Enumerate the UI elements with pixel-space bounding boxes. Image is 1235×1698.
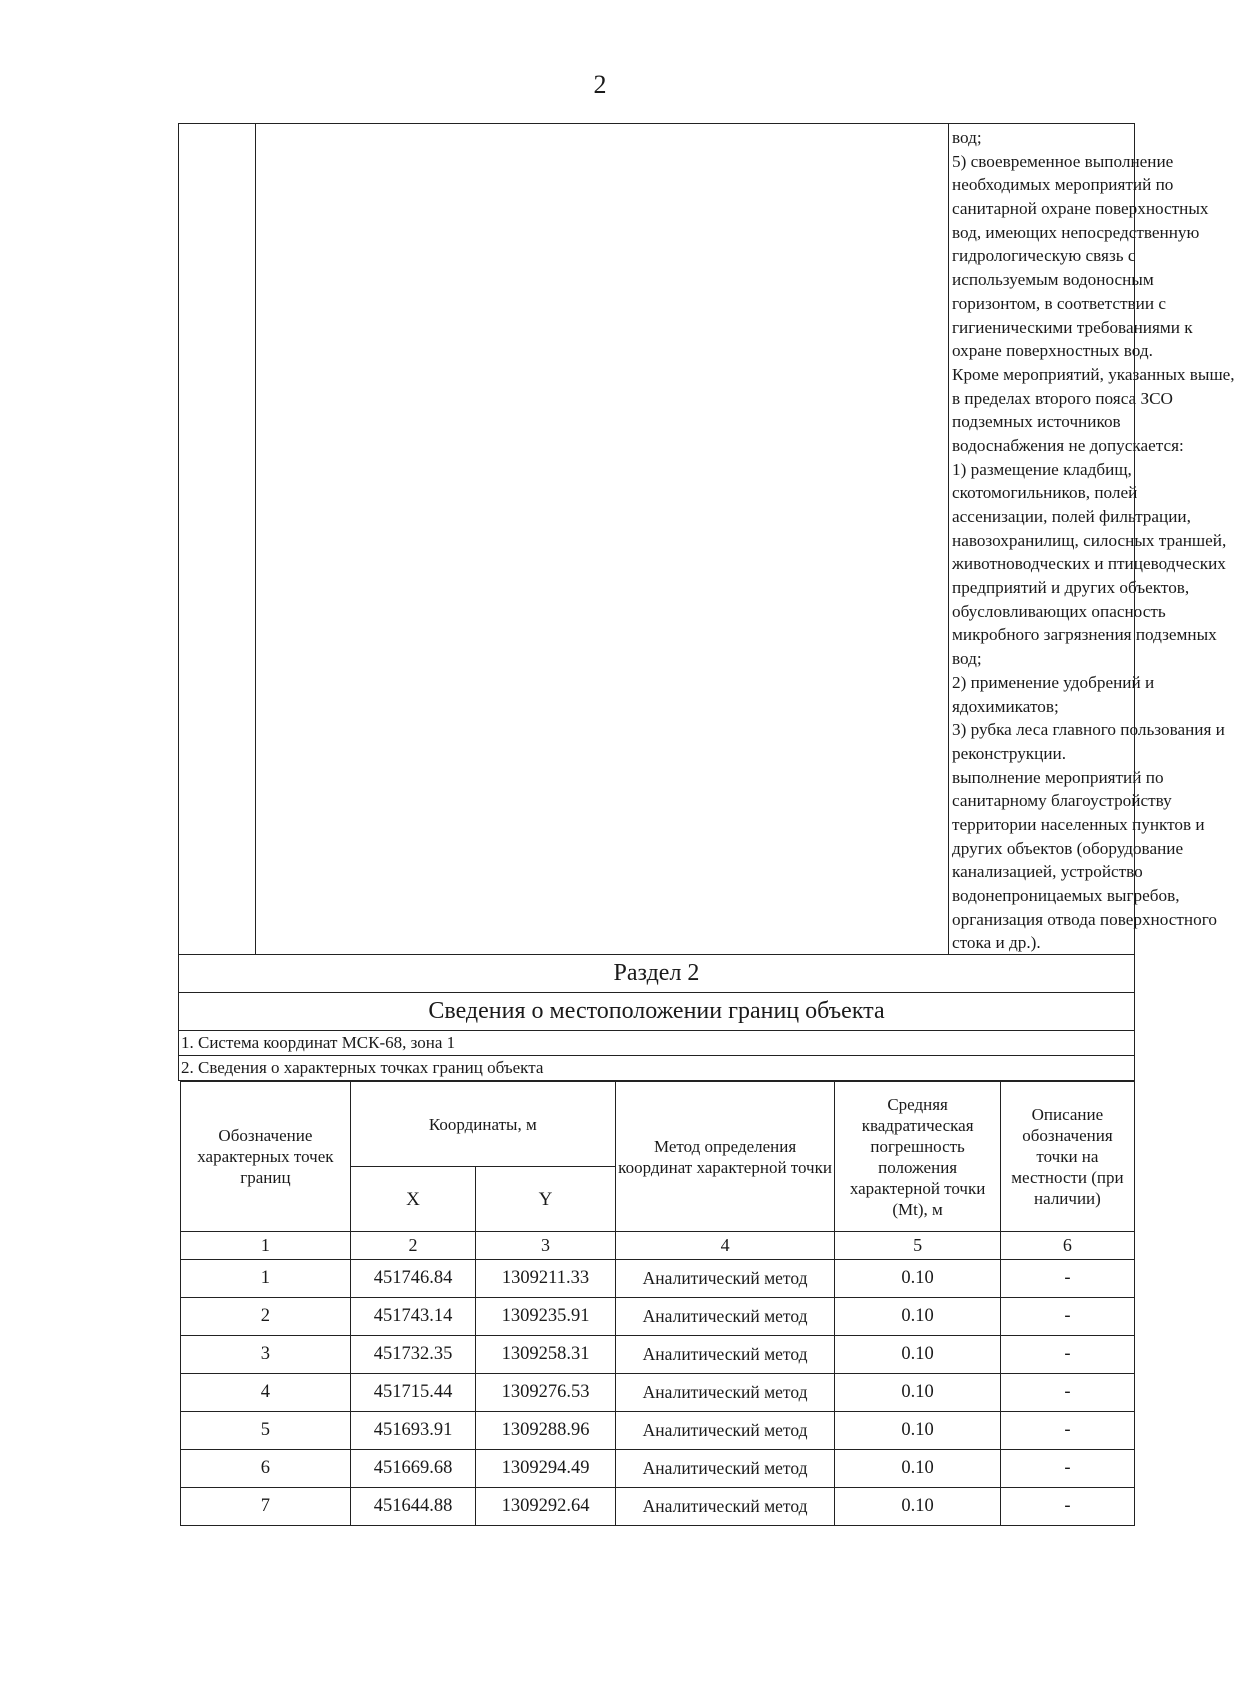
coord-x-cell: 451669.68 — [350, 1450, 475, 1488]
header-method: Метод определения координат характерной точки — [615, 1082, 835, 1232]
boundary-points-table — [180, 1081, 1135, 1526]
requirement-text-line: гигиеническими требованиями к — [952, 317, 1193, 337]
method-cell: Аналитический метод — [615, 1260, 835, 1298]
point-number-cell: 4 — [181, 1374, 351, 1412]
coord-x-cell: 451743.14 — [350, 1298, 475, 1336]
method-cell: Аналитический метод — [615, 1298, 835, 1336]
requirement-text-line: микробного загрязнения подземных — [952, 625, 1217, 645]
requirement-text-line: используемым водоносным — [952, 270, 1154, 290]
requirement-text-line: других объектов (оборудование — [952, 838, 1184, 858]
continuation-col-number — [179, 124, 256, 954]
table-row — [181, 1260, 1135, 1298]
header-y: Y — [476, 1167, 616, 1232]
requirement-text-line: санитарной охране поверхностных — [952, 199, 1209, 219]
section-subtitle: Сведения о местоположении границ объекта — [178, 993, 1135, 1031]
point-number-cell: 7 — [181, 1488, 351, 1526]
requirement-text-line: вод; — [952, 649, 982, 669]
coord-y-cell: 1309258.31 — [476, 1336, 616, 1374]
requirement-text-line: территории населенных пунктов и — [952, 814, 1205, 834]
requirement-text-line: животноводческих и птицеводческих — [952, 554, 1226, 574]
requirement-text-line: водонепроницаемых выгребов, — [952, 886, 1180, 905]
table-row — [181, 1412, 1135, 1450]
method-cell: Аналитический метод — [615, 1336, 835, 1374]
header-coordinates: Координаты, м — [350, 1082, 615, 1167]
point-description-cell: - — [1000, 1374, 1134, 1412]
point-description-cell: - — [1000, 1450, 1134, 1488]
requirement-text-line: реконструкции. — [952, 743, 1067, 763]
requirement-text-line: необходимых мероприятий по — [952, 175, 1174, 195]
point-description-cell: - — [1000, 1298, 1134, 1336]
coord-y-cell: 1309235.91 — [476, 1298, 616, 1336]
coord-y-cell: 1309292.64 — [476, 1488, 616, 1526]
coord-x-cell: 451693.91 — [350, 1412, 475, 1450]
requirement-text-line: вод, имеющих непосредственную — [952, 222, 1200, 242]
continuation-col-name — [256, 124, 949, 954]
point-number-cell: 2 — [181, 1298, 351, 1336]
method-cell: Аналитический метод — [615, 1488, 835, 1526]
method-cell: Аналитический метод — [615, 1374, 835, 1412]
column-number: 4 — [615, 1232, 835, 1260]
points-caption: 2. Сведения о характерных точках границ объекта — [178, 1056, 1135, 1081]
coord-y-cell: 1309288.96 — [476, 1412, 616, 1450]
table-row — [181, 1374, 1135, 1412]
table-row — [181, 1298, 1135, 1336]
table-row — [181, 1336, 1135, 1374]
requirement-text-line: стока и др.). — [952, 933, 1041, 953]
requirement-text-line: ассенизации, полей фильтрации, — [952, 507, 1191, 526]
requirement-text-line: 3) рубка леса главного пользования и — [952, 720, 1225, 740]
requirement-text-line: водоснабжения не допускается: — [952, 435, 1184, 455]
mean-error-cell: 0.10 — [835, 1260, 1000, 1298]
mean-error-cell: 0.10 — [835, 1450, 1000, 1488]
coord-y-cell: 1309276.53 — [476, 1374, 616, 1412]
requirement-text-line: канализацией, устройство — [952, 862, 1143, 882]
requirement-text-line: обусловливающих опасность — [952, 601, 1166, 621]
point-description-cell: - — [1000, 1488, 1134, 1526]
mean-error-cell: 0.10 — [835, 1488, 1000, 1526]
requirement-text-line: охране поверхностных вод. — [952, 341, 1153, 361]
continuation-table — [178, 123, 1235, 955]
mean-error-cell: 0.10 — [835, 1374, 1000, 1412]
column-number: 6 — [1000, 1232, 1134, 1260]
coord-y-cell: 1309294.49 — [476, 1450, 616, 1488]
point-number-cell: 5 — [181, 1412, 351, 1450]
column-number: 2 — [350, 1232, 475, 1260]
requirement-text-line: Кроме мероприятий, указанных выше, — [952, 364, 1235, 384]
table-row — [181, 1488, 1135, 1526]
header-x: X — [350, 1167, 475, 1232]
point-description-cell: - — [1000, 1336, 1134, 1374]
coord-y-cell: 1309211.33 — [476, 1260, 616, 1298]
point-number-cell: 1 — [181, 1260, 351, 1298]
coord-x-cell: 451746.84 — [350, 1260, 475, 1298]
page-number: 2 — [593, 70, 607, 99]
requirement-text-line: в пределах второго пояса ЗСО — [952, 388, 1173, 408]
requirement-text-line: гидрологическую связь с — [952, 246, 1136, 266]
point-description-cell: - — [1000, 1260, 1134, 1298]
requirement-text-line: скотомогильников, полей — [952, 483, 1138, 503]
coord-x-cell: 451732.35 — [350, 1336, 475, 1374]
requirement-text-line: 2) применение удобрений и — [952, 672, 1155, 692]
column-number-row — [181, 1232, 1135, 1260]
coord-x-cell: 451644.88 — [350, 1488, 475, 1526]
method-cell: Аналитический метод — [615, 1412, 835, 1450]
requirement-text-line: навозохранилищ, силосных траншей, — [952, 530, 1227, 550]
point-description-cell: - — [1000, 1412, 1134, 1450]
requirement-text-line: организация отвода поверхностного — [952, 909, 1217, 929]
header-description: Описание обозначения точки на местности (при наличии) — [1000, 1082, 1134, 1232]
header-designation: Обозначение характерных точек границ — [181, 1082, 351, 1232]
mean-error-cell: 0.10 — [835, 1412, 1000, 1450]
column-number: 5 — [835, 1232, 1000, 1260]
section-title: Раздел 2 — [178, 955, 1135, 993]
requirement-text-line: выполнение мероприятий по — [952, 767, 1164, 787]
continuation-col-requirements — [952, 126, 1235, 955]
requirement-text-line: подземных источников — [952, 412, 1121, 432]
point-number-cell: 3 — [181, 1336, 351, 1374]
requirement-text-line: санитарному благоустройству — [952, 791, 1172, 811]
coordinate-system: 1. Система координат МСК-68, зона 1 — [178, 1031, 1135, 1056]
requirement-text-line: 5) своевременное выполнение — [952, 151, 1174, 171]
column-number: 1 — [181, 1232, 351, 1260]
requirement-text-line: горизонтом, в соответствии с — [952, 293, 1166, 313]
requirement-text-line: вод; — [952, 128, 982, 147]
mean-error-cell: 0.10 — [835, 1336, 1000, 1374]
requirement-text-line: ядохимикатов; — [952, 696, 1059, 716]
mean-error-cell: 0.10 — [835, 1298, 1000, 1336]
header-error: Средняя квадратическая погрешность положения характерной точки (Mt), м — [835, 1082, 1000, 1232]
table-row — [181, 1450, 1135, 1488]
coord-x-cell: 451715.44 — [350, 1374, 475, 1412]
column-number: 3 — [476, 1232, 616, 1260]
requirement-text-line: предприятий и других объектов, — [952, 578, 1190, 598]
method-cell: Аналитический метод — [615, 1450, 835, 1488]
point-number-cell: 6 — [181, 1450, 351, 1488]
requirement-text-line: 1) размещение кладбищ, — [952, 459, 1132, 479]
